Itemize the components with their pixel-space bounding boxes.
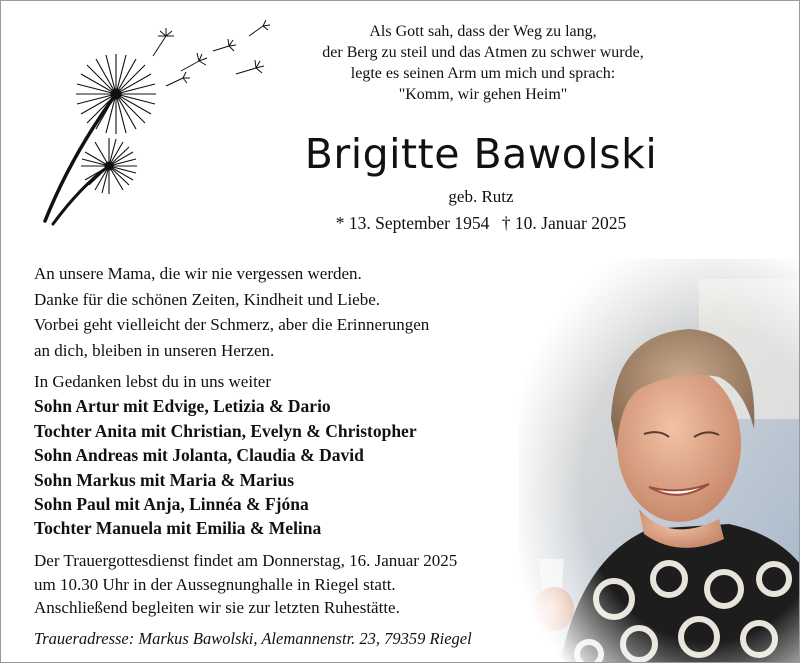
deceased-name: Brigitte Bawolski <box>304 130 658 178</box>
family-member: Sohn Paul mit Anja, Linnéa & Fjóna <box>34 494 309 515</box>
poem-line: Als Gott sah, dass der Weg zu lang, <box>369 23 597 40</box>
poem-line: "Komm, wir gehen Heim" <box>398 86 568 103</box>
flying-seeds <box>153 20 270 86</box>
poem <box>283 21 683 105</box>
mourning-address: Traueradresse: Markus Bawolski, Alemannenstr. 23, 79359 Riegel <box>34 629 472 648</box>
service-line: Anschließend begleiten wir sie zur letzten Ruhestätte. <box>34 598 400 617</box>
family-list <box>34 370 554 541</box>
message-text <box>34 261 534 363</box>
message-line: Danke für die schönen Zeiten, Kindheit und Liebe. <box>34 289 381 309</box>
service-line: Der Trauergottesdienst findet am Donnerstag, 16. Januar 2025 <box>34 551 458 570</box>
family-member: Sohn Andreas mit Jolanta, Claudia & David <box>34 445 364 466</box>
family-member: Sohn Artur mit Edvige, Letizia & Dario <box>34 396 331 417</box>
seed-head-small <box>81 138 137 194</box>
poem-line: der Berg zu steil und das Atmen zu schwer wurde, <box>322 44 644 61</box>
family-member: Tochter Manuela mit Emilia & Melina <box>34 518 322 539</box>
family-intro: In Gedanken lebst du in uns weiter <box>34 372 271 391</box>
seed-head-large <box>76 54 156 134</box>
message-line: An unsere Mama, die wir nie vergessen werden. <box>34 264 362 283</box>
message-line: Vorbei geht vielleicht der Schmerz, aber die Erinnerungen <box>34 315 430 334</box>
poem-line: legte es seinen Arm um mich und sprach: <box>350 65 616 82</box>
birth-date: * 13. September 1954 <box>335 213 490 233</box>
dandelion-illustration <box>31 16 291 231</box>
message-line: an dich, bleiben in unseren Herzen. <box>34 340 275 360</box>
service-line: um 10.30 Uhr in der Aussegnunghalle in Riegel statt. <box>34 574 396 594</box>
death-date: † 10. Januar 2025 <box>501 213 627 233</box>
maiden-name: geb. Rutz <box>448 187 514 206</box>
life-dates <box>291 211 671 235</box>
family-member: Tochter Anita mit Christian, Evelyn & Christopher <box>34 420 417 441</box>
family-member: Sohn Markus mit Maria & Marius <box>34 469 295 490</box>
service-info <box>34 549 594 620</box>
